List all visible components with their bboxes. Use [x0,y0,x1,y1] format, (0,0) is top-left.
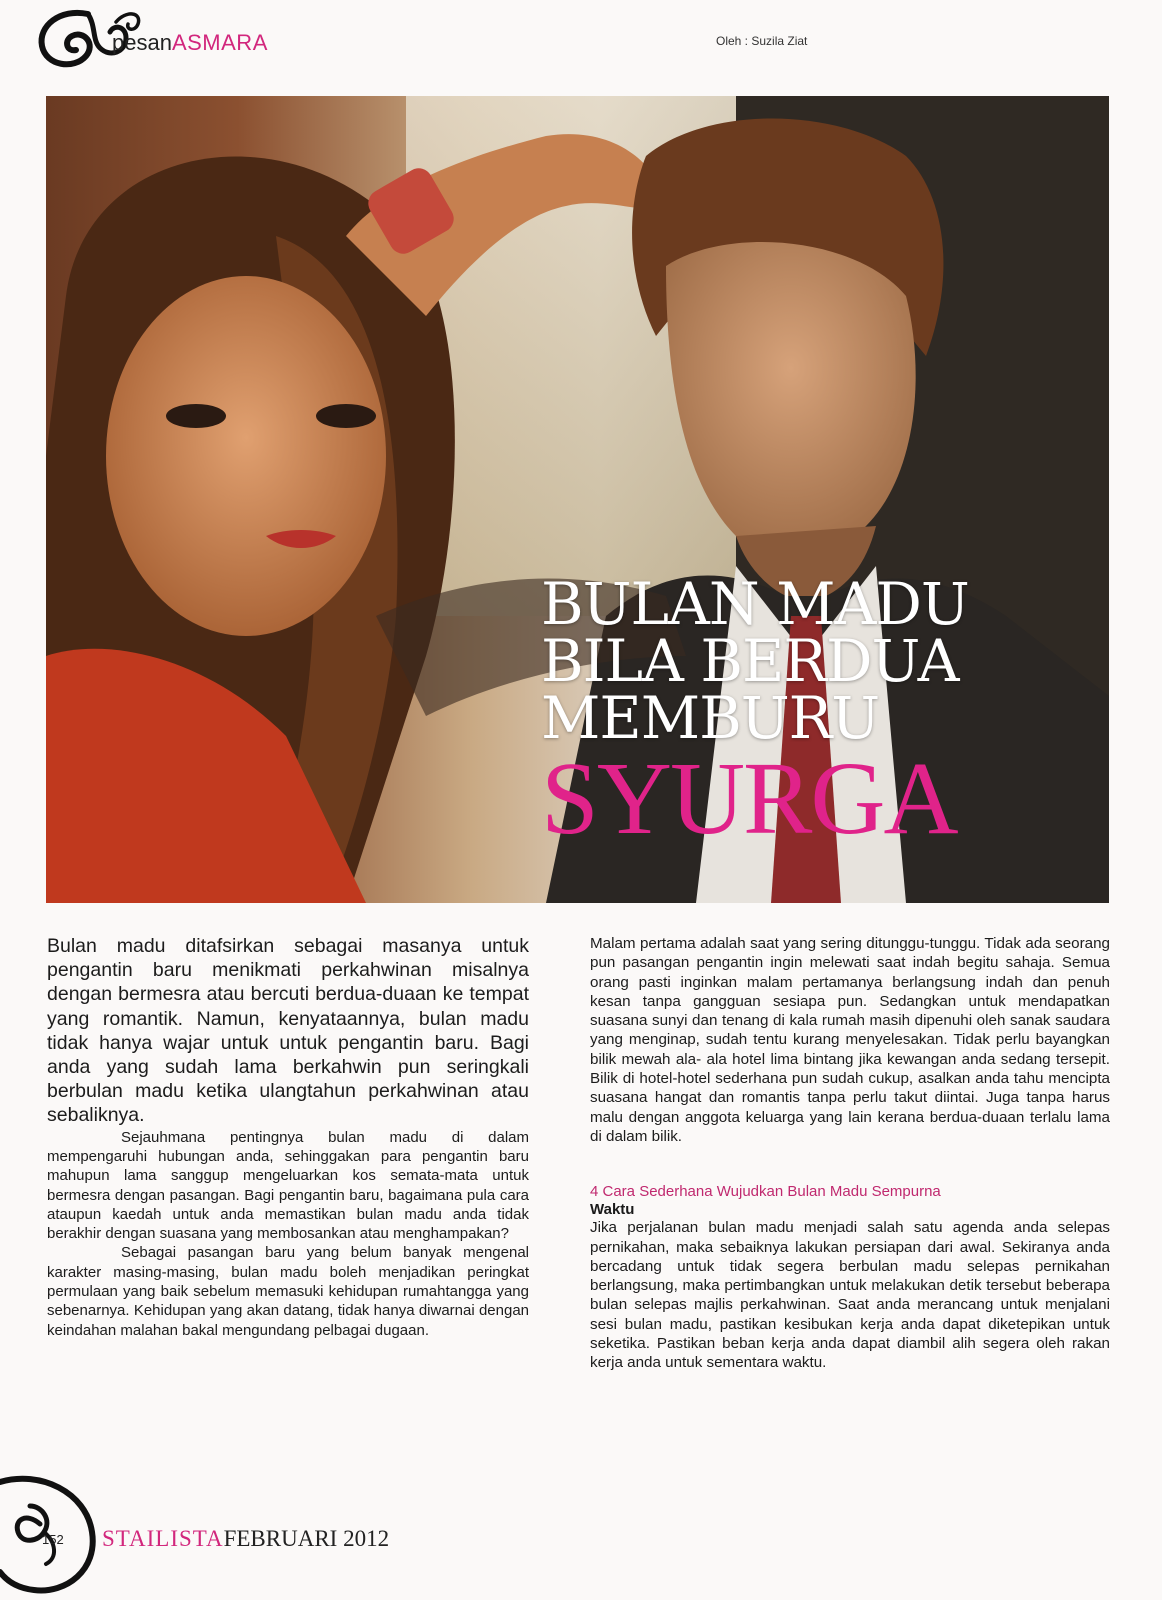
section-name: ASMARA [171,30,268,55]
section-prefix: pesan [112,30,172,55]
headline-accent: SYURGA [541,741,957,857]
section-label [112,30,268,56]
headline [541,570,969,857]
body-paragraph: Jika perjalanan bulan madu menjadi salah satu agenda anda selepas pernikahan, maka sebaiknya lakukan persiapan dari awal. Sekiranya anda bercadang untuk tidak segera berbulan madu selepas pernikahan berlangsung, maka pertimbangkan untuk melakukan detik tersebut beberapa bulan selepas majlis perkahwinan. Saat anda merancang untuk menjalani sesi bulan madu, pastikan kesibukan kerja anda dapat diketepikan untuk seketika. Pastikan beban kerja anda dapat diambil alih segera oleh rakan kerja anda untuk sementara waktu. [590,1219,1110,1372]
footer-text [102,1526,389,1552]
section-title: Waktu [590,1201,635,1219]
headline-line-2: BILA BERDUA [541,626,959,695]
right-column [590,934,1110,1373]
body-paragraph: Sejauhmana pentingnya bulan madu di dalam mempengaruhi hubungan anda, sehinggakan para pengantin baru mahupun lama sanggup mengeluarkan kos semata-mata untuk bermesra dengan pasangan. Bagi pengantin baru, bagaimana pula cara ataupun kaedah untuk anda memastikan bulan madu anda tidak berakhir dengan suasana yang membosankan atau menghampakan? [47,1128,529,1243]
page-number: 152 [42,1532,64,1547]
bottom-swirl-ornament [0,1462,110,1600]
byline: Oleh : Suzila Ziat [716,34,808,48]
headline-line-3: MEMBURU [541,683,880,752]
magazine-name: STAILISTA [102,1526,224,1551]
issue-date: FEBRUARI 2012 [223,1526,390,1551]
intro-paragraph: Bulan madu ditafsirkan sebagai masanya untuk pengantin baru menikmati perkahwinan misalnya dengan bermesra atau bercuti berdua-duaan ke tempat yang romantik. Namun, kenyataannya, bulan madu tidak hanya wajar untuk untuk pengantin baru. Bagi anda yang sudah lama berkahwin pun seringkali berbulan madu ketika ulangtahun perkahwinan atau sebaliknya. [47,935,529,1127]
body-paragraph: Malam pertama adalah saat yang sering ditunggu-tunggu. Tidak ada seorang pun pasangan pengantin ingin melewati saat indah begitu sahaja. Semua orang pasti inginkan malam pertamanya berlangsung indah dan penuh kesan tanpa gangguan sesiapa pun. Sedangkan untuk mendapatkan suasana sunyi dan tenang di kala rumah masih dipenuhi oleh sanak saudara yang menginap, sudah tentu kurang menyelesakan. Tidak perlu bayangkan bilik mewah ala- ala hotel lima bintang jika kewangan anda sedang tersepit. Bilik di hotel-hotel sederhana pun sudah cukup, asalkan anda tahu mencipta suasana hangat dan romantis tanpa perlu takut diintai. Juga tanpa harus malu dengan anggota keluarga yang lain kerana berdua-duaan terlalu lama di dalam bilik. [590,935,1110,1145]
headline-line-1: BULAN MADU [541,570,969,638]
left-column [47,934,529,1340]
body-paragraph: Sebagai pasangan baru yang belum banyak mengenal karakter masing-masing, bulan madu boleh menjadikan peringkat permulaan yang baik sebelum memasuki kehidupan rumahtangga yang sebenarnya. Kehidupan yang akan datang, tidak hanya diwarnai dengan keindahan malahan bakal mengundang pelbagai dugaan. [47,1244,529,1339]
subheading: 4 Cara Sederhana Wujudkan Bulan Madu Sempurna [590,1183,941,1201]
hero-photo [46,96,1109,903]
